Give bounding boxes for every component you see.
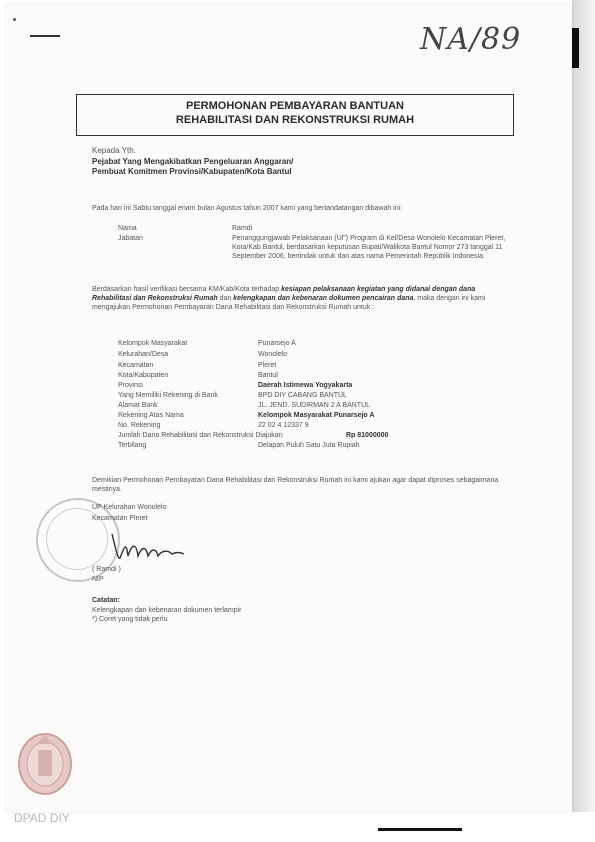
field-value: Pleret [258, 362, 277, 369]
field-value: Kelompok Masyarakat Punarsejo A [258, 412, 375, 419]
paragraph-part-3: , maka dengan ini kami mengajukan Permohonan Pembayaran Dana Rehabilitasi dan Rekonstruksi Rumah untuk : [92, 295, 486, 311]
field-label: Yang Memiliki Rekening di Bank [118, 392, 218, 399]
paragraph-emphasis-1: kesiapan pelaksanaan kegiatan yang didanai dengan dana Rehabilitasi dan Rekonstruksi Rumah [92, 286, 476, 302]
signer-position-value: Penanggungjawab Pelaksanaan (Ul") Program di Kel/Desa Wonolelo Kecamatan Pleret, Kota/Kab Bantul, berdasarkan keputusan Bupati/Walikota Bantul Nomor 273 tanggal 11 September 2006, bertindak untuk dan atas nama Pemerintah Republik Indonesia [232, 235, 506, 260]
intro-text: Pada hari ini Sabtu tanggal enam bulan Agustus tahun 2007 kami yang bertandatangan dibawah ini: [92, 205, 403, 212]
paragraph-emphasis-2: kelengkapan dan kebenaran dokumen pencairan dana [233, 295, 414, 302]
signer-printed-name: ( Ramdi ) [92, 566, 121, 573]
paragraph-part-1: Berdasarkan hasil verifikasi bersama KM/Kab/Kota terhadap [92, 286, 282, 293]
field-value: 22 02 4 12337 9 [258, 422, 309, 429]
signature-office: UP Kelurahan Wonolelo [92, 504, 167, 511]
salutation: Kepada Yth. [92, 146, 136, 155]
paragraph-part-2: dan [217, 295, 234, 302]
field-label: Jumlah Dana Rehabilitasi dan Rekonstruksi Diajukan [118, 432, 283, 439]
watermark-text: DPAD DIY [14, 811, 70, 825]
margin-dash [30, 35, 60, 37]
field-value: JL. JEND. SUDIRMAN 2 A BANTUL [258, 402, 371, 409]
field-label: Provinsi [118, 382, 143, 389]
field-value: Wonolelo [258, 351, 288, 358]
field-label: No. Rekening [118, 422, 161, 429]
closing-text: Demikian Permohonan Pembayaran Dana Rehabilitasi dan Rekonstruksi Rumah ini kami ajukan agar dapat diproses sebagaimana mestinya. [92, 477, 499, 493]
signature-subdistrict: Kecamatan Pleret [92, 515, 148, 522]
title-line-2: REHABILITASI DAN REKONSTRUKSI RUMAH [175, 114, 415, 126]
notes-heading: Catatan: [92, 597, 121, 604]
scanner-edge-mark [572, 28, 579, 68]
signer-nip: NIP [92, 576, 104, 583]
field-label: Kelurahan/Desa [118, 351, 169, 358]
signer-position-label: Jabatan [118, 235, 143, 242]
note-line-1: Kelengkapan dan kebenaran dokumen terlampir [92, 607, 242, 614]
field-value: Rp 81000000 [346, 432, 389, 439]
signer-name-label: Nama [118, 225, 137, 232]
archive-logo-icon [16, 730, 74, 796]
scan-border-mark [378, 828, 462, 831]
field-label: Kota/Kabupaten [118, 372, 169, 379]
title-line-1: PERMOHONAN PEMBAYARAN BANTUAN [186, 100, 404, 112]
field-label: Rekening Atas Nama [118, 412, 184, 419]
handwritten-code: NA/89 [420, 22, 522, 57]
field-label: Kelompok Masyarakat [118, 340, 188, 347]
field-value: BPD DIY CABANG BANTUL [258, 392, 347, 399]
signer-name-value: Ramdi [232, 225, 253, 232]
field-label: Alamat Bank [118, 402, 158, 409]
recipient-line-1: Pejabat Yang Mengakibatkan Pengeluaran Anggaran/ [92, 157, 294, 166]
field-value: Punarsejo A [258, 340, 296, 347]
field-label: Kecamatan [118, 362, 154, 369]
field-value: Delapan Puluh Satu Juta Rupiah [258, 442, 360, 449]
handwritten-signature [110, 530, 190, 566]
field-value: Bantul [258, 372, 278, 379]
field-value: Daerah Istimewa Yogyakarta [258, 382, 353, 389]
recipient-line-2: Pembuat Komitmen Provinsi/Kabupaten/Kota Bantul [92, 167, 292, 176]
punch-mark [13, 18, 16, 21]
scanner-edge [572, 0, 595, 812]
document-title [76, 94, 514, 136]
verification-paragraph [92, 285, 512, 312]
note-line-2: *) Coret yang tidak perlu [92, 616, 168, 623]
field-label: Terbilang [118, 442, 147, 449]
